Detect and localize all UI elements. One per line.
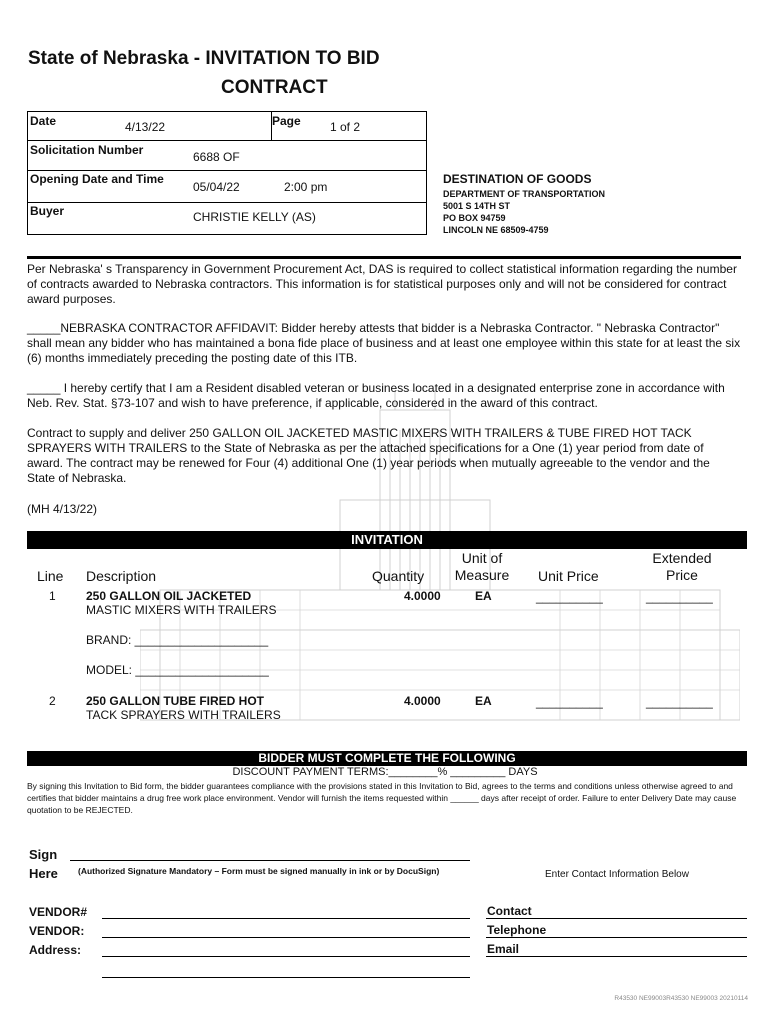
item-line-number: 2 xyxy=(49,694,56,708)
item-unit-price-field[interactable]: __________ xyxy=(536,695,603,709)
page-label: Page xyxy=(272,114,301,128)
item-uom: EA xyxy=(475,589,492,603)
destination-line: 5001 S 14TH ST xyxy=(443,201,511,211)
contract-description: Contract to supply and deliver 250 GALLON OIL JACKETED MASTIC MIXERS WITH TRAILERS & TUBE FIRED HOT TACK SPRAYERS WITH TRAILERS to the State of Nebraska as per the attached specifications for a One (1) year period from date of award. The contract may be renewed for Four (4) additional One (1) year periods when mutually agreeable to the vendor and the State of Nebraska. xyxy=(27,426,710,485)
page-value: 1 of 2 xyxy=(330,120,361,134)
page-title-line2: CONTRACT xyxy=(221,77,328,98)
vendor-field[interactable] xyxy=(102,937,470,938)
destination-title: DESTINATION OF GOODS xyxy=(443,172,592,186)
vendor-number-field[interactable] xyxy=(102,918,470,919)
col-line-header: Line xyxy=(37,568,64,584)
opening-time: 2:00 pm xyxy=(284,180,328,194)
col-unit-price-header: Unit Price xyxy=(538,568,599,584)
item-unit-price-field[interactable]: __________ xyxy=(536,590,603,604)
vendor-number-label: VENDOR# xyxy=(29,905,88,919)
revision-note: (MH 4/13/22) xyxy=(27,502,98,516)
destination-address xyxy=(443,188,605,236)
item-description-detail: MASTIC MIXERS WITH TRAILERS xyxy=(86,603,277,617)
address-field-line1[interactable] xyxy=(102,956,470,957)
item-line-number: 1 xyxy=(49,589,56,603)
col-extended-price-header xyxy=(640,550,724,584)
col-uom-header xyxy=(452,550,512,584)
col-quantity-header: Quantity xyxy=(372,568,425,584)
item-extended-price-field[interactable]: __________ xyxy=(646,590,713,604)
vendor-label: VENDOR: xyxy=(29,924,85,938)
item-uom: EA xyxy=(475,694,492,708)
terms-fine-print: By signing this Invitation to Bid form, the bidder guarantees compliance with the provisions stated in this Invitation to Bid, agrees to the terms and conditions unless otherwise agreed to and certifies that bidder maintains a drug free work place environment. Vendor will furnish the items requested within ______ days after receipt of order. Failure to enter Delivery Date may cause quotation to be REJECTED. xyxy=(27,781,737,815)
opening-date: 05/04/22 xyxy=(193,180,240,194)
signature-line[interactable] xyxy=(70,860,470,861)
discount-terms-field[interactable]: DISCOUNT PAYMENT TERMS:________% _________ DAYS xyxy=(232,766,538,778)
section-rule xyxy=(27,256,741,259)
transparency-paragraph: Per Nebraska' s Transparency in Government Procurement Act, DAS is required to collect statistical information regarding the number of contracts awarded to Nebraska contractors. This information is for statistical purposes only and will not be considered for contract award purposes. xyxy=(27,262,737,306)
veteran-certification: _____ I hereby certify that I am a Resident disabled veteran or business located in a designated enterprise zone in accordance with Neb. Rev. Stat. §73-107 and wish to have preference, if applicable, considered in the award of this contract. xyxy=(27,381,725,410)
signature-note: (Authorized Signature Mandatory – Form must be signed manually in ink or by DocuSign) xyxy=(78,866,440,876)
bidder-bar: BIDDER MUST COMPLETE THE FOLLOWING xyxy=(27,751,747,766)
model-field[interactable]: MODEL: ____________________ xyxy=(86,663,269,677)
item-quantity: 4.0000 xyxy=(404,694,441,708)
destination-line: PO BOX 94759 xyxy=(443,213,506,223)
address-field-line2[interactable] xyxy=(102,977,470,978)
telephone-label: Telephone xyxy=(487,923,547,937)
date-label: Date xyxy=(30,114,57,128)
contact-info-note: Enter Contact Information Below xyxy=(545,869,689,880)
item-description-title: 250 GALLON OIL JACKETED xyxy=(86,589,252,603)
brand-field[interactable]: BRAND: ____________________ xyxy=(86,633,269,647)
solicitation-value: 6688 OF xyxy=(193,150,240,164)
address-label: Address: xyxy=(29,943,82,957)
item-description-title: 250 GALLON TUBE FIRED HOT xyxy=(86,694,265,708)
contact-label: Contact xyxy=(487,904,532,918)
sign-label: Sign xyxy=(29,847,58,862)
col-extended-header-line1: Extended xyxy=(652,550,712,566)
footer-code: R43530 NE99003R43530 NE99003 20210114 xyxy=(614,995,748,1002)
email-field[interactable] xyxy=(486,956,747,957)
solicitation-label: Solicitation Number xyxy=(30,143,144,157)
opening-label: Opening Date and Time xyxy=(30,172,164,186)
page-title-line1: State of Nebraska - INVITATION TO BID xyxy=(28,48,380,69)
contractor-affidavit: _____NEBRASKA CONTRACTOR AFFIDAVIT: Bidder hereby attests that bidder is a Nebraska Contractor. " Nebraska Contractor" shall mean any bidder who has maintained a bona fide place of business and at least one employee within this state for at least the six (6) months immediately preceding the posting date of this ITB. xyxy=(27,321,741,365)
email-label: Email xyxy=(487,942,520,956)
here-label: Here xyxy=(29,866,58,881)
destination-line: DEPARTMENT OF TRANSPORTATION xyxy=(443,189,605,199)
buyer-label: Buyer xyxy=(30,204,65,218)
item-quantity: 4.0000 xyxy=(404,589,441,603)
invitation-bar: INVITATION xyxy=(27,531,747,549)
contact-field[interactable] xyxy=(486,918,747,919)
item-description-detail: TACK SPRAYERS WITH TRAILERS xyxy=(86,708,281,722)
col-extended-header-line2: Price xyxy=(666,567,698,583)
destination-line: LINCOLN NE 68509-4759 xyxy=(443,225,549,235)
col-uom-header-line1: Unit of xyxy=(461,550,503,566)
telephone-field[interactable] xyxy=(486,937,747,938)
buyer-value: CHRISTIE KELLY (AS) xyxy=(193,210,316,224)
col-description-header: Description xyxy=(86,568,157,584)
date-row xyxy=(28,112,426,141)
item-extended-price-field[interactable]: __________ xyxy=(646,695,713,709)
col-uom-header-line2: Measure xyxy=(454,567,510,583)
header-info-box xyxy=(27,111,427,235)
date-value: 4/13/22 xyxy=(125,120,166,134)
